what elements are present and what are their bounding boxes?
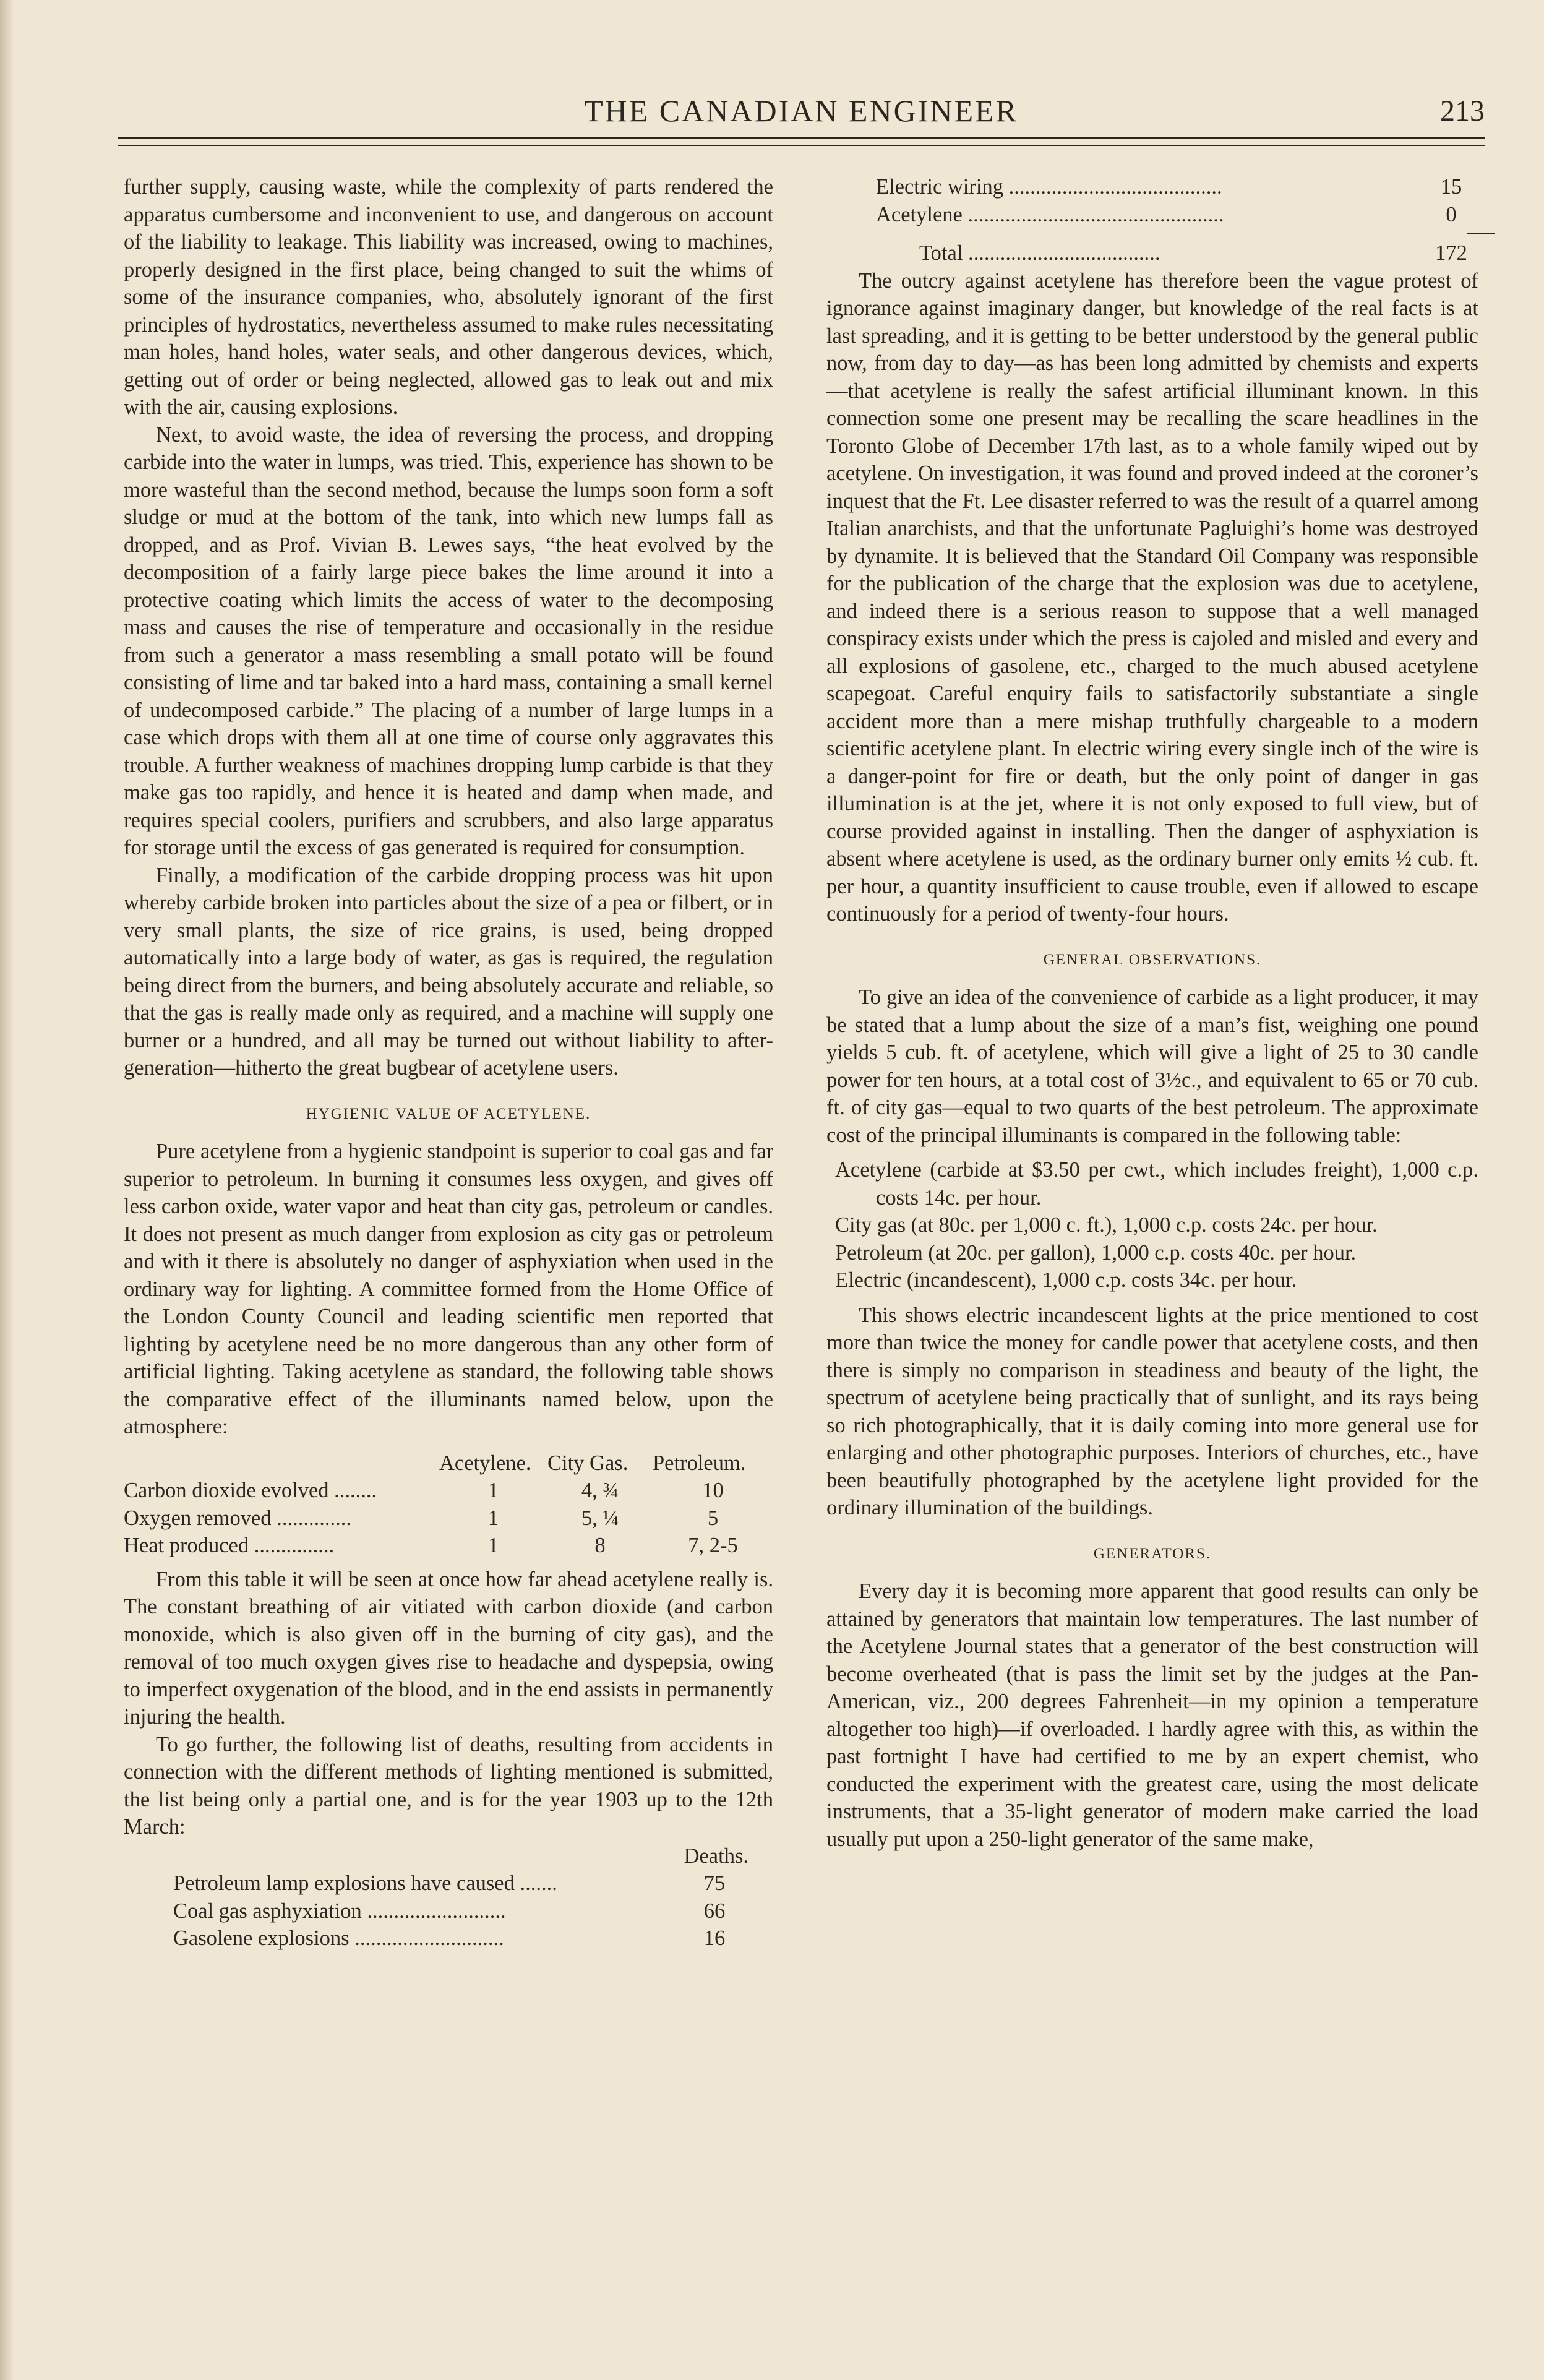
- paragraph: To give an idea of the convenience of carbide as a light producer, it may be stated that a lump about the size of a man’s fist, weighing one pound yields 5 cub. ft. of acetylene, which will give a light of 25 to 30 candle power for ten hours, at a total cost of 3½c., and equivalent to 65 or 70 cub. ft. of city gas—equal to two quarts of the best petroleum. The approximate cost of the principal illuminants is compared in the following table:: [826, 986, 1478, 1147]
- leader-dots: ........................................: [1008, 175, 1222, 199]
- paragraph: Next, to avoid waste, the idea of reversing the process, and dropping carbide into the water in lumps, was tried. This, experience has shown to be more wasteful than the second method, because the lumps soon form a soft sludge or mud at the bottom of the tank, into which new lumps fall as dropped, and as Prof. Vivian B. Lewes says, “the heat evolved by the decomposition of a fairly large piece bakes the lime around it into a protective coating which limits the access of water to the decomposing mass and causes the rise of temperature and occasionally in the residue from such a generator a mass resembling a small potato will be found consisting of lime and tar baked into a hard mass, containing a small kernel of undecomposed carbide.” The placing of a number of large lumps in a case which drops with them all at one time of course only aggravates this trouble. A further weakness of machines dropping lump carbide is that they make gas too rapidly, and hence it is heated and damp when made, and requires special coolers, purifiers and scrubbers, and also large apparatus for storage until the excess of gas generated is required for consumption.: [124, 423, 773, 859]
- header-rule: [118, 137, 1485, 146]
- table-header-row: [124, 1450, 773, 1477]
- cell-city-gas: 4, ¾: [581, 1479, 619, 1502]
- journal-title: THE CANADIAN ENGINEER: [584, 93, 1018, 128]
- page-edge-shadow: [0, 0, 14, 2380]
- leader-dots: ........: [334, 1479, 377, 1502]
- table-row: [124, 1925, 748, 1953]
- section-heading-generators: GENERATORS.: [1093, 1545, 1212, 1562]
- section-heading-hygienic: HYGIENIC VALUE OF ACETYLENE.: [306, 1105, 591, 1122]
- leader-dots: ..............: [277, 1506, 351, 1530]
- cost-item: City gas (at 80c. per 1,000 c. ft.), 1,000 c.p. costs 24c. per hour.: [835, 1213, 1378, 1237]
- paragraph: To go further, the following list of deaths, resulting from accidents in connection with the different methods of lighting mentioned is submitted, the list being only a partial one, and is for the year 1903 up to the 12th March:: [124, 1732, 773, 1839]
- leader-dots: ............................: [354, 1927, 504, 1950]
- table-row: [124, 1477, 773, 1505]
- paragraph: Every day it is becoming more apparent that good results can only be attained by generators that maintain low temperatures. The last number of the Acetylene Journal states that a generator of the best construction will become overheated (that is pass the limit set by the judges at the Pan-American, viz., 200 degrees Fahrenheit—in my opinion a temperature altogether too high)—if overloaded. I hardly agree with this, as within the past fortnight I have had certified to me by an expert chemist, who conducted the experiment with the greatest care, using the most delicate instruments, that a 35-light generator of modern make carried the load usually put upon a 250-light generator of the same make,: [826, 1579, 1478, 1851]
- deaths-column-header: Deaths.: [684, 1844, 748, 1868]
- table-row: [124, 1897, 748, 1925]
- total-label: Total: [919, 241, 963, 265]
- deaths-table-continued: [876, 173, 1495, 267]
- leader-dots: ................................................: [967, 202, 1224, 226]
- paragraph: Pure acetylene from a hygienic standpoint is superior to coal gas and far superior to petroleum. In burning it consumes less oxygen, and gives off less carbon oxide, water vapor and heat than city gas, petroleum or candles. It does not present as much danger from explosion as city gas or petroleum and with it there is absolutely no danger of asphyxiation when used in the ordinary way for lighting. A committee formed from the Home Office of the London County Council and leading scientific men reported that lighting by acetylene need be no more dangerous than any other form of artificial lighting. Taking acetylene as standard, the following table shows the comparative effect of the illuminants named below, upon the atmosphere:: [124, 1140, 773, 1438]
- row-label: Coal gas asphyxiation: [173, 1899, 362, 1923]
- total-count: 172: [1435, 241, 1467, 265]
- table-row: [124, 1505, 773, 1532]
- table-row: [124, 1532, 773, 1560]
- cell-petroleum: 5: [707, 1506, 719, 1530]
- cost-item: Acetylene (carbide at $3.50 per cwt., which includes freight), 1,000 c.p. costs 14c. per hour.: [835, 1158, 1478, 1209]
- cell-acetylene: 1: [487, 1506, 499, 1530]
- running-header: [118, 87, 1485, 142]
- column-header: Acetylene.: [439, 1451, 531, 1475]
- row-label: Acetylene: [876, 202, 963, 226]
- section-heading-general: GENERAL OBSERVATIONS.: [1043, 951, 1262, 968]
- leader-dots: ..........................: [367, 1899, 506, 1923]
- left-column: [124, 173, 773, 1953]
- table-row: [876, 201, 1495, 229]
- death-count: 15: [1440, 175, 1462, 199]
- table-row: [876, 173, 1495, 201]
- leader-dots: .......: [520, 1871, 557, 1895]
- column-header: Petroleum.: [653, 1451, 746, 1475]
- sum-rule: [1467, 233, 1495, 234]
- row-label: Electric wiring: [876, 175, 1003, 199]
- paragraph: The outcry against acetylene has therefore been the vague protest of ignorance against imaginary danger, but knowledge of the real facts is at last spreading, and it is getting to be better understood by the general public now, from day to day—as has been long admitted by chemists and experts—that acetylene is really the safest artificial illuminant known. In this connection some one present may be recalling the scare headlines in the Toronto Globe of December 17th last, as to a whole family wiped out by acetylene. On investigation, it was found and proved indeed at the coroner’s inquest that the Ft. Lee disaster referred to was the result of a quarrel among Italian anarchists, and that the unfortunate Pagluighi’s home was destroyed by dynamite. It is believed that the Standard Oil Company was responsible for the publication of the charge that the explosion was due to acetylene, and indeed there is a serious reason to suppose that a well managed conspiracy exists under which the press is cajoled and misled and every and all explosions of gasolene, etc., charged to the much abused acetylene scapegoat. Careful enquiry fails to satisfactorily substantiate a single accident more than a mere mishap truthfully chargeable to a modern scientific acetylene plant. In electric wiring every single inch of the wire is a danger-point for fire or death, but the only point of danger in gas illumination is at the jet, where it is not only exposed to full view, but of course provided against in installing. Then the danger of asphyxiation is absent where acetylene is used, as the ordinary burner only emits ½ cub. ft. per hour, a quantity insufficient to cause trouble, even if allowed to escape continuously for a period of twenty-four hours.: [826, 269, 1478, 926]
- row-label: Petroleum lamp explosions have caused: [173, 1871, 515, 1895]
- atmosphere-table: [124, 1450, 773, 1560]
- paragraph: further supply, causing waste, while the complexity of parts rendered the apparatus cumbersome and inconvenient to use, and dangerous on account of the liability to leakage. This liability was increased, owing to machines, properly designed in the first place, being changed to suit the whims of some of the insurance companies, who, absolutely ignorant of the first principles of hydrostatics, nevertheless assumed to make rules necessitating man holes, hand holes, water seals, and other dangerous devices, which, getting out of order or being neglected, allowed gas to leak out and mix with the air, causing explosions.: [124, 175, 773, 419]
- page-number: 213: [1440, 95, 1485, 127]
- cell-petroleum: 7, 2-5: [688, 1534, 738, 1557]
- death-count: 0: [1446, 202, 1457, 226]
- row-label: Carbon dioxide evolved: [124, 1479, 329, 1502]
- death-count: 66: [703, 1899, 726, 1923]
- cell-petroleum: 10: [702, 1479, 724, 1502]
- right-column: [826, 173, 1478, 1853]
- cell-city-gas: 5, ¼: [581, 1506, 619, 1530]
- cost-item: Petroleum (at 20c. per gallon), 1,000 c.p. costs 40c. per hour.: [835, 1240, 1357, 1265]
- row-label: Heat produced: [124, 1534, 249, 1557]
- leader-dots: ...............: [254, 1534, 335, 1557]
- paragraph: From this table it will be seen at once how far ahead acetylene really is. The constant breathing of air vitiated with carbon dioxide (and carbon monoxide, which is also given off in the burning of city gas), and the removal of too much oxygen gives rise to headache and dyspepsia, owing to imperfect oxygenation of the blood, and in the end assists in permanently injuring the health.: [124, 1567, 773, 1729]
- death-count: 75: [703, 1871, 726, 1895]
- paragraph: This shows electric incandescent lights at the price mentioned to cost more than twice the money for candle power that acetylene costs, and then there is simply no comparison in steadiness and beauty of the light, the spectrum of acetylene being practically that of sunlight, and its rays being so rich photographically, that it is daily coming into more general use for enlarging and other photographic purposes. Interiors of churches, etc., have been beautifully photographed by the acetylene light provided for the ordinary illumination of the buildings.: [826, 1303, 1478, 1519]
- paragraph: Finally, a modification of the carbide dropping process was hit upon whereby carbide broken into particles about the size of a pea or filbert, or in very small plants, the size of rice grains, is used, being dropped automatically into a large body of water, as gas is required, the regulation being direct from the burners, and being absolutely accurate and reliable, so that the gas is really made only as required, and a machine will supply one burner or a hundred, and all may be turned out without liability to after-generation—hitherto the great bugbear of acetylene users.: [124, 863, 773, 1080]
- leader-dots: ....................................: [968, 241, 1160, 265]
- deaths-table: [124, 1842, 748, 1953]
- cell-acetylene: 1: [487, 1479, 499, 1502]
- illuminant-costs-list: [826, 1156, 1478, 1294]
- table-row: [124, 1870, 748, 1897]
- death-count: 16: [703, 1927, 726, 1950]
- row-label: Oxygen removed: [124, 1506, 272, 1530]
- total-row: [876, 234, 1495, 267]
- cell-acetylene: 1: [487, 1534, 499, 1557]
- column-header: City Gas.: [547, 1451, 628, 1475]
- cell-city-gas: 8: [594, 1534, 606, 1557]
- row-label: Gasolene explosions: [173, 1927, 350, 1950]
- cost-item: Electric (incandescent), 1,000 c.p. costs 34c. per hour.: [835, 1268, 1297, 1292]
